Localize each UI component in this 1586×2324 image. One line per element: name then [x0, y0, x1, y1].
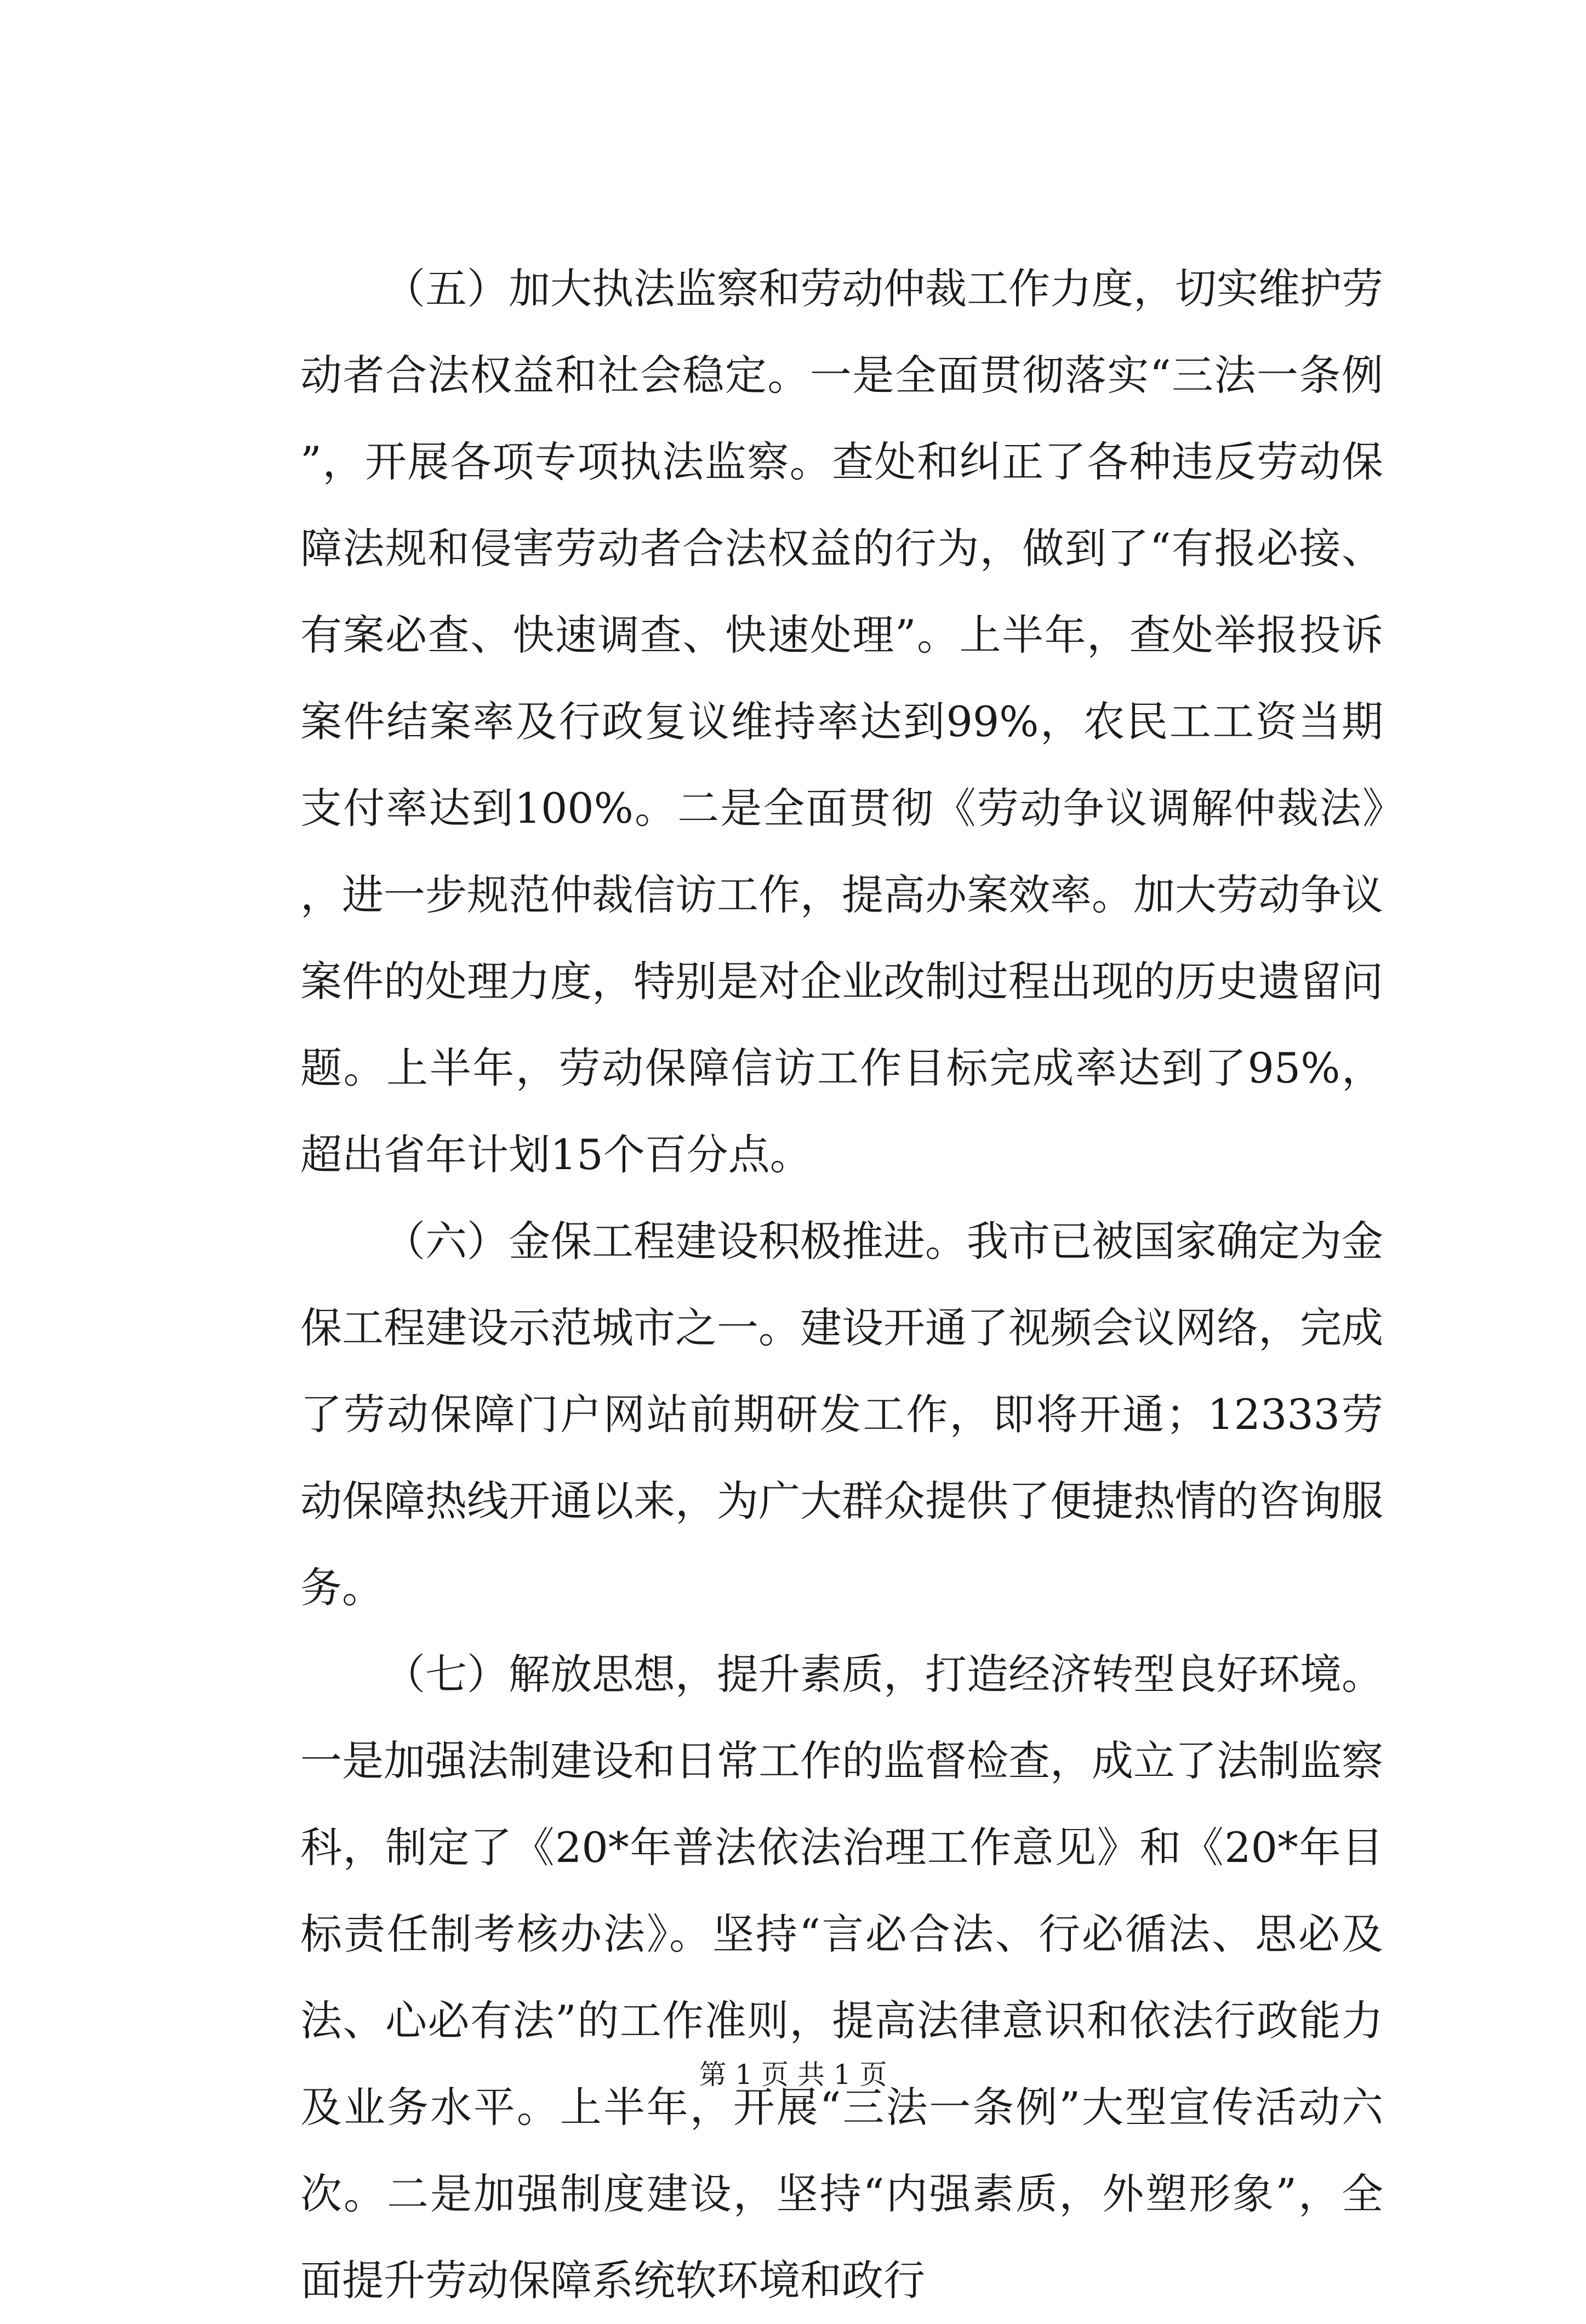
- page-footer: 第 1 页 共 1 页: [699, 2059, 887, 2091]
- paragraph-section-5: （五）加大执法监察和劳动仲裁工作力度，切实维护劳动者合法权益和社会稳定。一是全面贯彻落实“三法一条例”，开展各项专项执法监察。查处和纠正了各种违反劳动保障法规和侵害劳动者合法权益的行为，做到了“有报必接、有案必查、快速调查、快速处理”。上半年，查处举报投诉案件结案率及行政复议维持率达到99%，农民工工资当期支付率达到100%。二是全面贯彻《劳动争议调解仲裁法》，进一步规范仲裁信访工作，提高办案效率。加大劳动争议案件的处理力度，特别是对企业改制过程出现的历史遗留问题。上半年，劳动保障信访工作目标完成率达到了95%，超出省年计划15个百分点。: [300, 264, 1383, 1179]
- paragraph-section-7: （七）解放思想，提升素质，打造经济转型良好环境。一是加强法制建设和日常工作的监督检查，成立了法制监察科，制定了《20*年普法依法治理工作意见》和《20*年目标责任制考核办法》。坚持“言必合法、行必循法、思必及法、心必有法”的工作准则，提高法律意识和依法行政能力及业务水平。上半年，开展“三法一条例”大型宣传活动六次。二是加强制度建设，坚持“内强素质，外塑形象”，全面提升劳动保障系统软环境和政行: [300, 1650, 1383, 2305]
- document-body: [300, 246, 1383, 2324]
- paragraph-section-6: （六）金保工程建设积极推进。我市已被国家确定为金保工程建设示范城市之一。建设开通了视频会议网络，完成了劳动保障门户网站前期研发工作，即将开通；12333劳动保障热线开通以来，为广大群众提供了便捷热情的咨询服务。: [300, 1217, 1383, 1612]
